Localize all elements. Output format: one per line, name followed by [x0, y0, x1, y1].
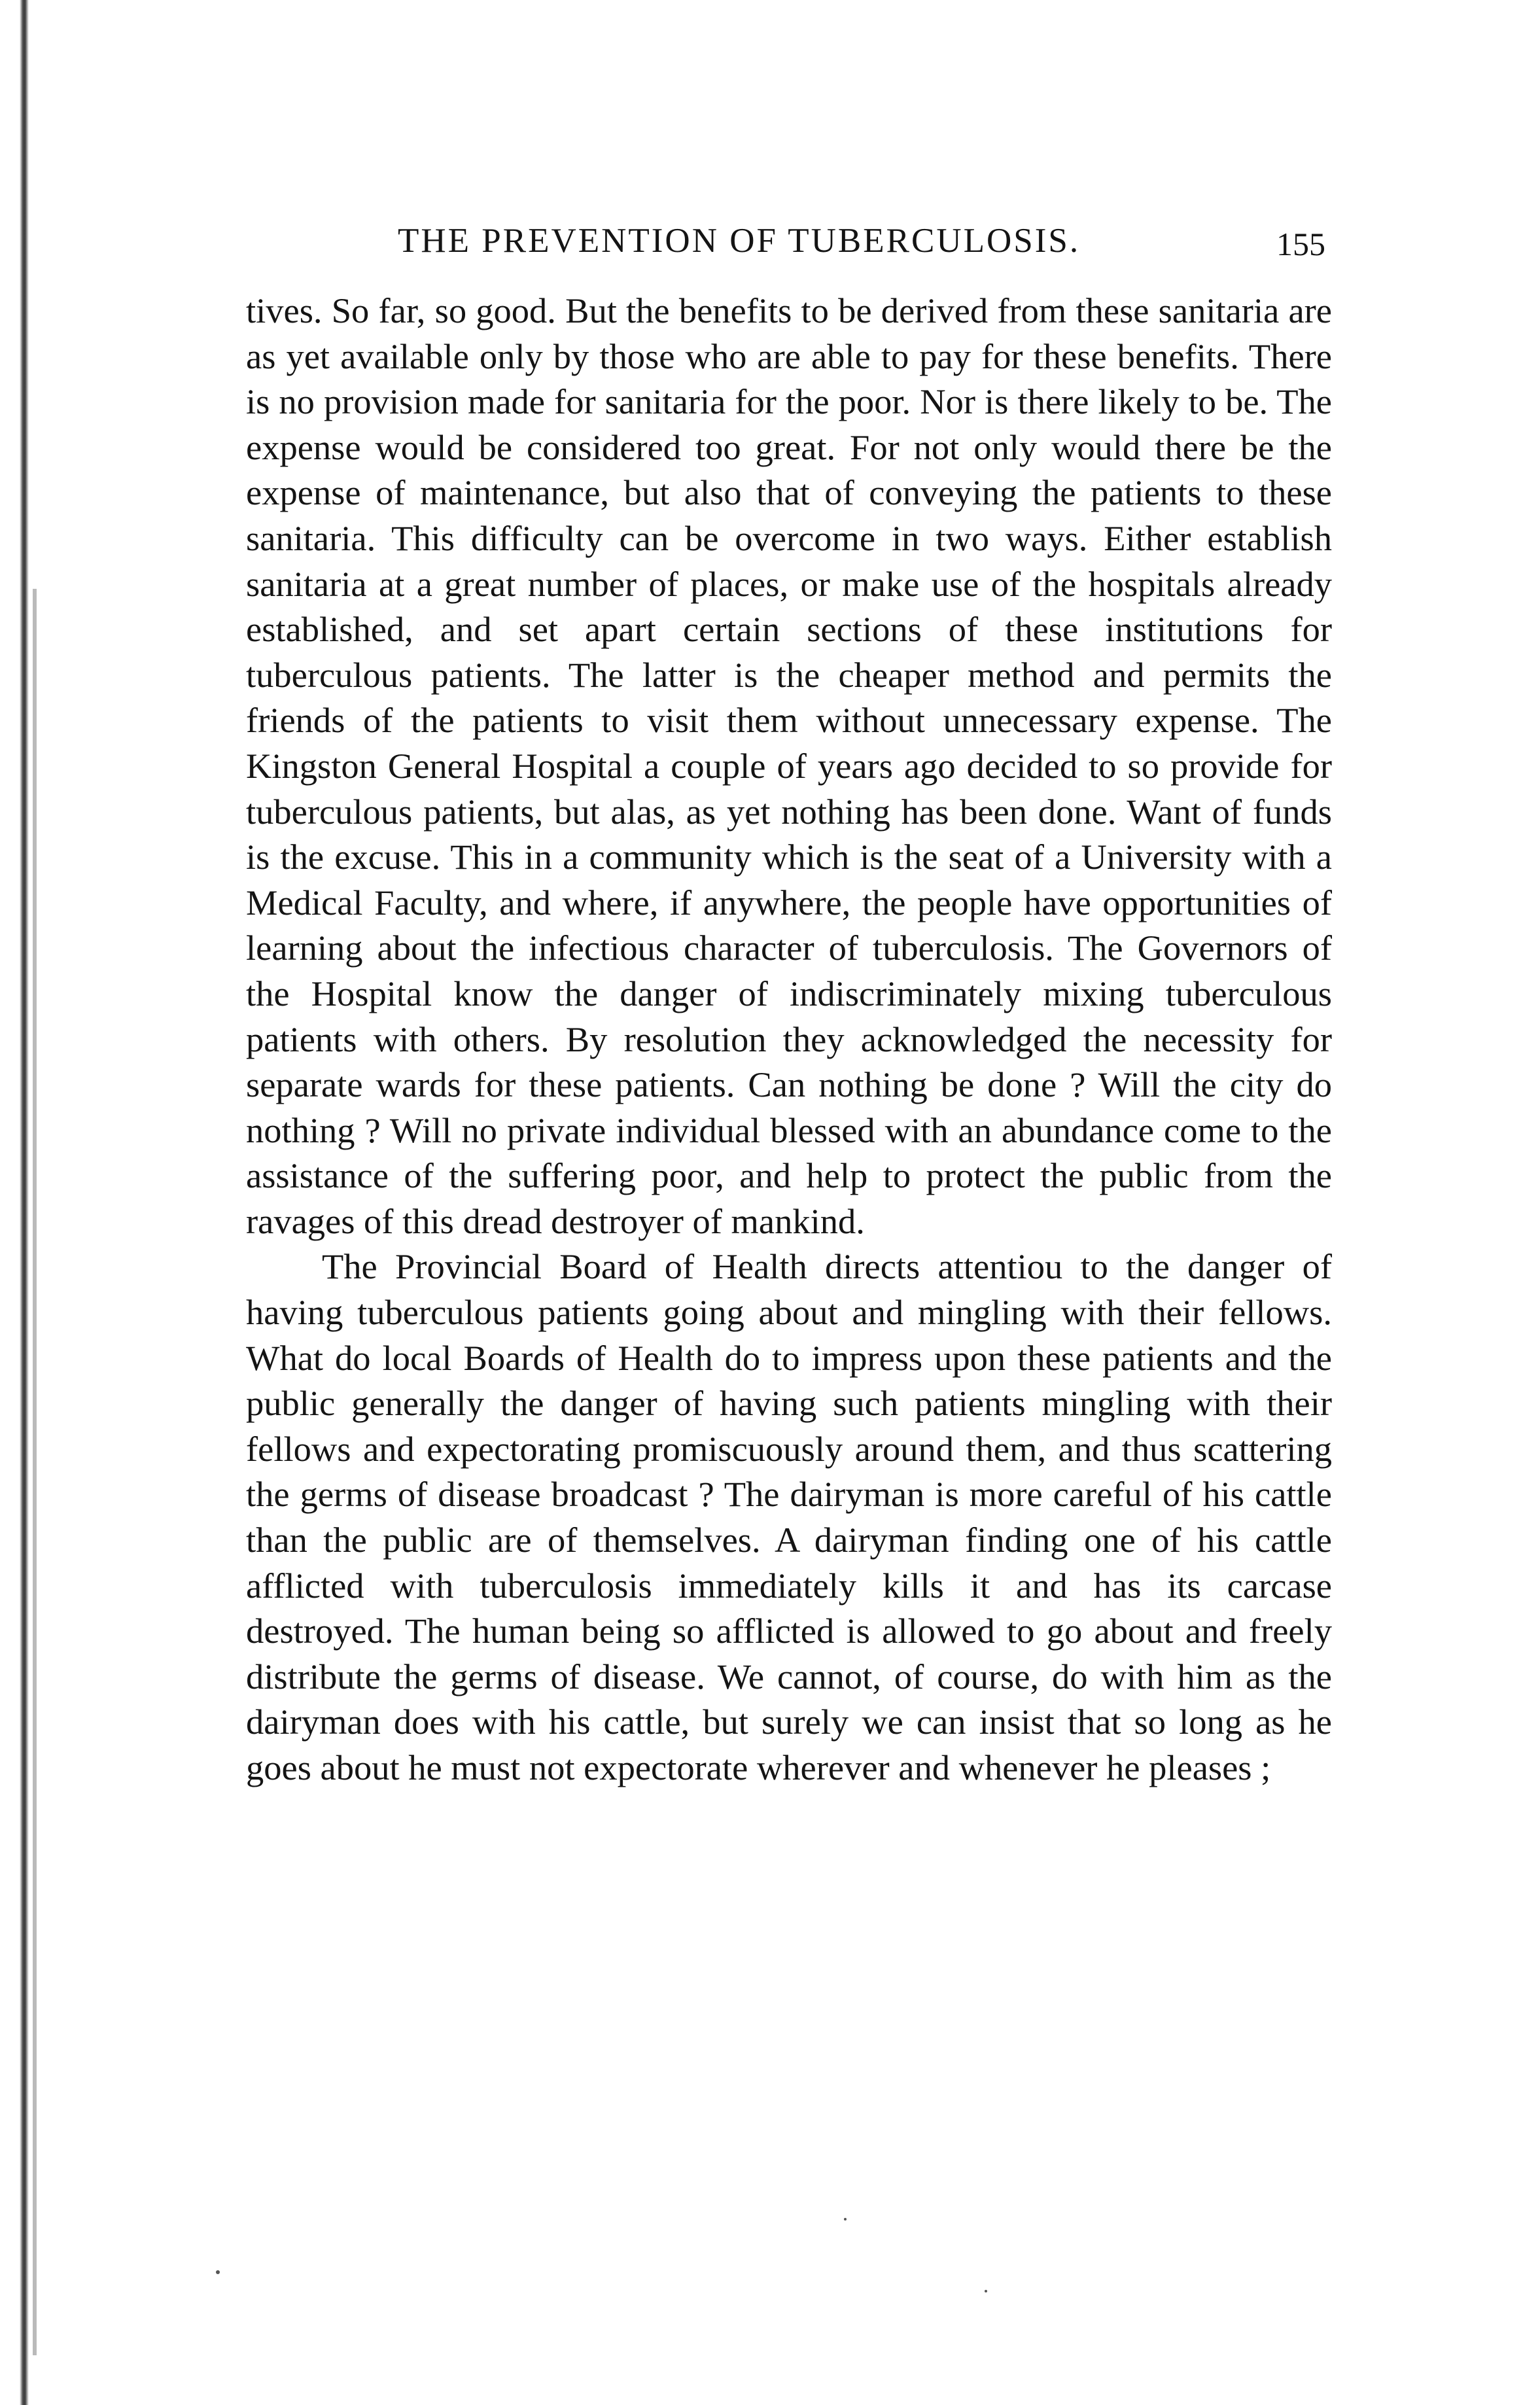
- running-title: THE PREVENTION OF TUBERCULOSIS.: [398, 222, 1081, 260]
- book-page: [246, 216, 1332, 1791]
- paragraph-1: tives. So far, so good. But the benefits to be derived from these sanitaria are as yet available only by those who are able to pay for these benefits. There is no provision made for sanitaria for the poor. Nor is there likely to be. The expense would be considered too great. For not only would there be the expense of maintenance, but also that of conveying the patients to these sanitaria. This difficulty can be overcome in two ways. Either establish sanitaria at a great number of places, or make use of the hospitals already established, and set apart certain sections of these institutions for tuberculous patients. The latter is the cheaper method and permits the friends of the patients to visit them without unnecessary expense. The Kingston General Hospital a couple of years ago decided to so provide for tuberculous patients, but alas, as yet nothing has been done. Want of funds is the excuse. This in a community which is the seat of a University with a Medical Faculty, and where, if anywhere, the people have opportunities of learning about the infectious character of tuberculosis. The Governors of the Hospital know the danger of indiscriminately mixing tuberculous patients with others. By resolution they acknowledged the necessity for separate wards for these patients. Can nothing be done ? Will the city do nothing ? Will no private individual blessed with an abundance come to the assistance of the suffering poor, and help to protect the public from the ravages of this dread destroyer of mankind.: [246, 290, 1332, 1241]
- book-binding-edge: [20, 0, 29, 2405]
- book-binding-shadow: [33, 589, 37, 2355]
- running-head: [246, 216, 1332, 275]
- page-number: 155: [1276, 226, 1325, 262]
- paper-speck: [216, 2270, 220, 2274]
- paragraph-2: The Provincial Board of Health directs attentiou to the danger of having tuberculous patients going about and mingling with their fellows. What do local Boards of Health do to impress upon these patients and the public generally the danger of having such patients mingling with their fellows and expectorating promiscuously around them, and thus scattering the germs of disease broadcast ? The dairyman is more careful of his cattle than the public are of themselves. A dairyman finding one of his cattle afflicted with tuberculosis immediately kills it and has its carcase destroyed. The human being so afflicted is allowed to go about and freely distribute the germs of disease. We cannot, of course, do with him as the dairyman does with his cattle, but surely we can insist that so long as he goes about he must not expectorate wherever and whenever he pleases ;: [246, 1246, 1332, 1787]
- paper-speck: [985, 2290, 987, 2292]
- paper-speck: [844, 2218, 847, 2221]
